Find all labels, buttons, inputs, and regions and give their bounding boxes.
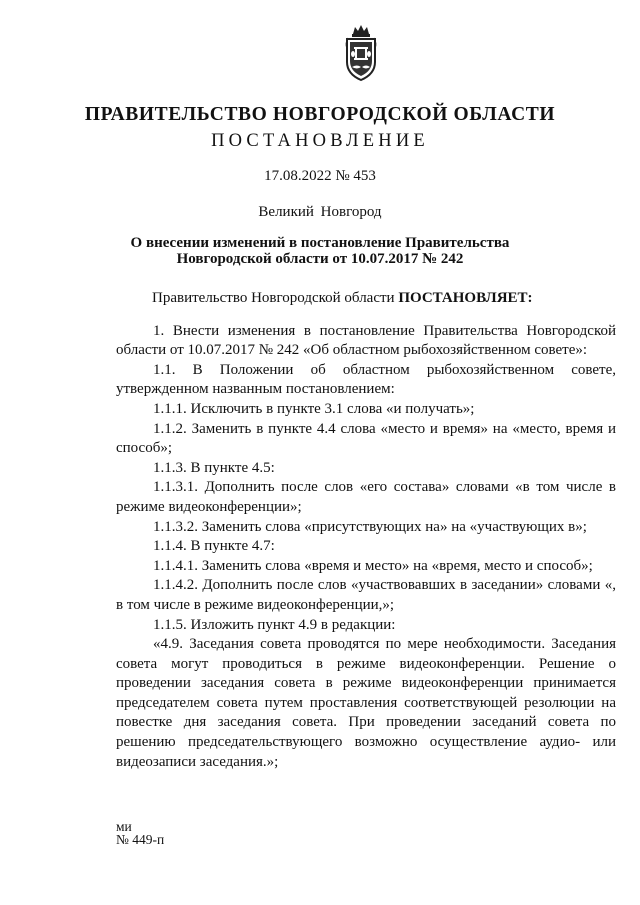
intro-text: Правительство Новгородской области (152, 290, 399, 306)
resolution-intro (116, 289, 616, 309)
subject-line-2: Новгородской области от 10.07.2017 № 242 (176, 251, 464, 267)
paragraph: 1.1.4. В пункте 4.7: (153, 538, 275, 555)
paragraph: 1.1.4.1. Заменить слова «время и место» на «время, место и способ»; (153, 557, 593, 574)
document-subject (0, 235, 640, 267)
paragraph: 1. Внести изменения в постановление Правительства Новгородской области от 10.07.2017 № 242 «Об областном рыбохозяйственном совете»: (116, 322, 616, 359)
footer-initials: ми (116, 819, 132, 834)
paragraph: 1.1. В Положении об областном рыбохозяйственном совете, утвержденном названным постановлением: (116, 361, 616, 398)
paragraph: 1.1.1. Исключить в пункте 3.1 слова «и получать»; (153, 400, 475, 417)
intro-bold: ПОСТАНОВЛЯЕТ: (398, 290, 533, 306)
document-date-number: 17.08.2022 № 453 (264, 168, 376, 184)
coat-of-arms-icon (339, 22, 383, 84)
document-type: ПОСТАНОВЛЕНИЕ (211, 131, 429, 151)
paragraph: 1.1.5. Изложить пункт 4.9 в редакции: (153, 616, 396, 633)
document-city: Великий Новгород (258, 204, 382, 220)
subject-line-1: О внесении изменений в постановление Правительства (130, 235, 510, 251)
paragraph: 1.1.3. В пункте 4.5: (153, 459, 275, 476)
paragraph: 1.1.2. Заменить в пункте 4.4 слова «место и время» на «место, время и способ»; (116, 420, 616, 457)
document-footer (116, 820, 164, 846)
footer-reference: № 449-п (116, 832, 165, 847)
government-title: ПРАВИТЕЛЬСТВО НОВГОРОДСКОЙ ОБЛАСТИ (84, 104, 556, 125)
document-body (116, 289, 616, 772)
paragraph: 1.1.4.2. Дополнить после слов «участвовавших в заседании» словами «, в том числе в режиме видеоконференции,»; (116, 577, 616, 613)
paragraph: 1.1.3.1. Дополнить после слов «его состава» словами «в том числе в режиме видеоконференции»; (116, 479, 616, 515)
paragraph: 1.1.3.2. Заменить слова «присутствующих на» на «участвующих в»; (153, 518, 587, 535)
paragraph: «4.9. Заседания совета проводятся по мере необходимости. Заседания совета могут проводиться в режиме видеоконференции. Решение о проведении заседания совета в режиме видеоконференции принимается председателем совета путем проставления соответствующей резолюции на повестке дня заседания совета. При проведении заседаний совета по решению председательствующего возможно осуществление аудио- или видеозаписи заседания.»; (116, 636, 616, 770)
